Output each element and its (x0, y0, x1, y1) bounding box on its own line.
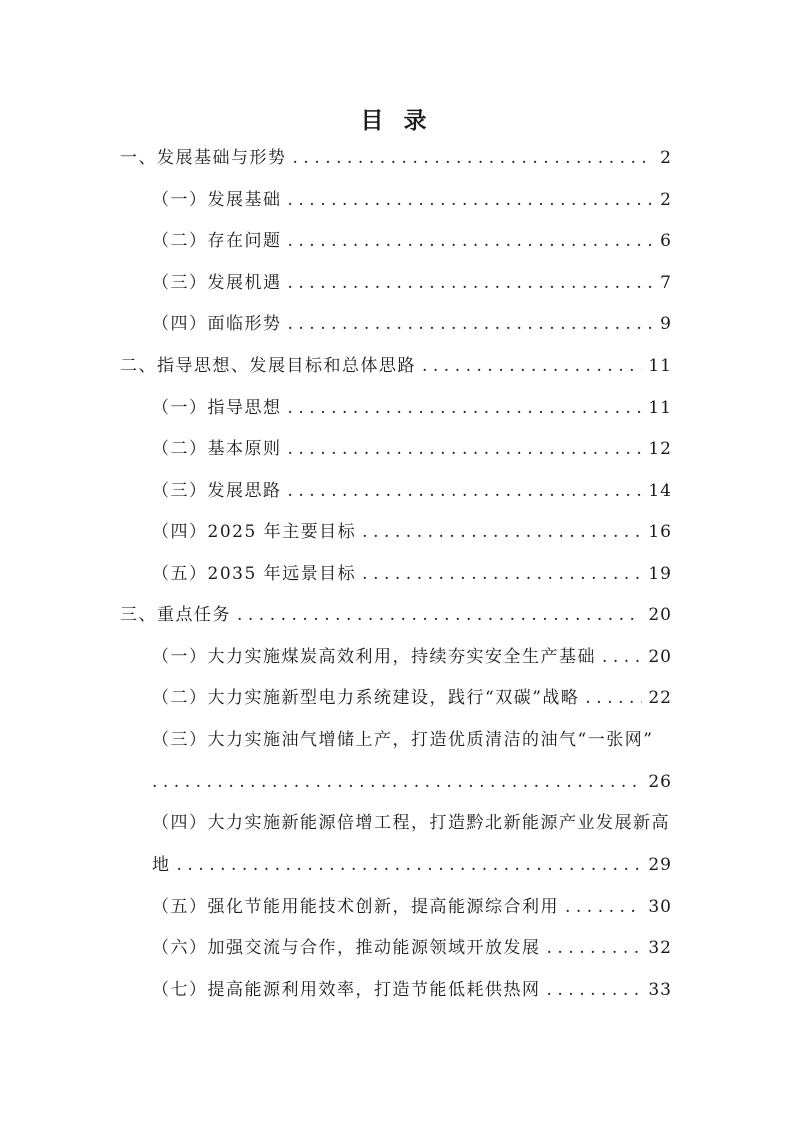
toc-entry-page: 2 (660, 148, 672, 168)
toc-entry[interactable] (152, 521, 672, 543)
toc-entry-text: （一）指导思想 (152, 398, 282, 418)
dot-leader (288, 480, 643, 502)
dot-leader (362, 521, 642, 543)
toc-entry[interactable] (152, 646, 672, 668)
toc-entry-text: （四）2025 年主要目标 (152, 522, 357, 542)
toc-entry[interactable] (152, 189, 672, 211)
dot-leader (288, 272, 655, 294)
toc-entry-page: 2 (660, 190, 672, 210)
toc-entry-page: 33 (648, 980, 672, 1000)
toc-entry-text-line1[interactable]: （三）大力实施油气增储上产，打造优质清洁的油气“一张网” (152, 730, 654, 750)
toc-entry-text: （三）发展机遇 (152, 273, 282, 293)
toc-entry[interactable] (152, 230, 672, 252)
toc-entry-page: 32 (648, 938, 672, 958)
toc-entry[interactable] (152, 687, 672, 709)
toc-entry-text: （二）存在问题 (152, 231, 282, 251)
dot-leader (565, 896, 642, 918)
dot-leader (288, 397, 643, 419)
toc-entry-text: （五）强化节能用能技术创新，提高能源综合利用 (152, 897, 559, 917)
dot-leader (288, 313, 655, 335)
toc-entry-page: 6 (660, 231, 672, 251)
toc-entry[interactable] (152, 854, 672, 876)
toc-entry-text: 三、重点任务 (120, 605, 231, 625)
dot-leader (547, 979, 643, 1001)
toc-entry[interactable] (152, 937, 672, 959)
dot-leader (237, 604, 642, 626)
toc-entry[interactable] (152, 313, 672, 335)
toc-entry-text: （七）提高能源利用效率，打造节能低耗供热网 (152, 980, 541, 1000)
toc-entry-text: （五）2035 年远景目标 (152, 564, 357, 584)
toc-entry-text: （六）加强交流与合作，推动能源领域开放发展 (152, 938, 541, 958)
toc-entry-page: 19 (648, 564, 672, 584)
toc-entry-text: （二）大力实施新型电力系统建设，践行“双碳”战略 (152, 688, 580, 708)
dot-leader (362, 563, 642, 585)
toc-title: 目 录 (360, 108, 433, 134)
toc-entry-page: 30 (648, 897, 672, 917)
toc-entry-page: 7 (660, 273, 672, 293)
toc-entry-text-line1[interactable]: （四）大力实施新能源倍增工程，打造黔北新能源产业发展新高 (152, 813, 670, 833)
toc-entry[interactable] (120, 604, 672, 626)
dot-leader (152, 771, 642, 793)
dot-leader (422, 355, 642, 377)
dot-leader (288, 438, 643, 460)
toc-entry[interactable] (120, 355, 672, 377)
dot-leader (177, 854, 643, 876)
toc-entry-text: （四）面临形势 (152, 314, 282, 334)
toc-entry[interactable] (152, 563, 672, 585)
dot-leader (293, 147, 655, 169)
toc-entry-page: 20 (648, 605, 672, 625)
toc-entry-page: 20 (648, 647, 672, 667)
toc-entry-page: 9 (660, 314, 672, 334)
toc-entry-text-line2: 地 (152, 855, 171, 875)
toc-entry-text: （一）大力实施煤炭高效利用，持续夯实安全生产基础 (152, 647, 596, 667)
toc-entry[interactable] (152, 397, 672, 419)
toc-entry-page: 11 (648, 398, 672, 418)
toc-entry-text: （三）发展思路 (152, 481, 282, 501)
toc-entry[interactable] (152, 896, 672, 918)
toc-entry-page: 11 (648, 356, 672, 376)
dot-leader (585, 687, 642, 709)
toc-entry-page: 14 (648, 481, 672, 501)
dot-leader (288, 230, 655, 252)
toc-entry[interactable] (152, 979, 672, 1001)
toc-entry[interactable] (152, 438, 672, 460)
dot-leader (288, 189, 655, 211)
dot-leader (602, 646, 642, 668)
toc-entry-text: 一、发展基础与形势 (120, 148, 287, 168)
toc-entry-text: （一）发展基础 (152, 190, 282, 210)
toc-entry-page: 12 (648, 439, 672, 459)
toc-entry-text: （二）基本原则 (152, 439, 282, 459)
toc-entry-page: 22 (648, 688, 672, 708)
toc-entry[interactable] (152, 272, 672, 294)
toc-entry-page: 29 (648, 855, 672, 875)
toc-entry[interactable] (152, 480, 672, 502)
toc-entry-page: 16 (648, 522, 672, 542)
dot-leader (547, 937, 643, 959)
toc-entry[interactable] (120, 147, 672, 169)
toc-entry[interactable] (152, 771, 672, 793)
toc-entry-text: 二、指导思想、发展目标和总体思路 (120, 356, 416, 376)
toc-entry-page: 26 (648, 772, 672, 792)
